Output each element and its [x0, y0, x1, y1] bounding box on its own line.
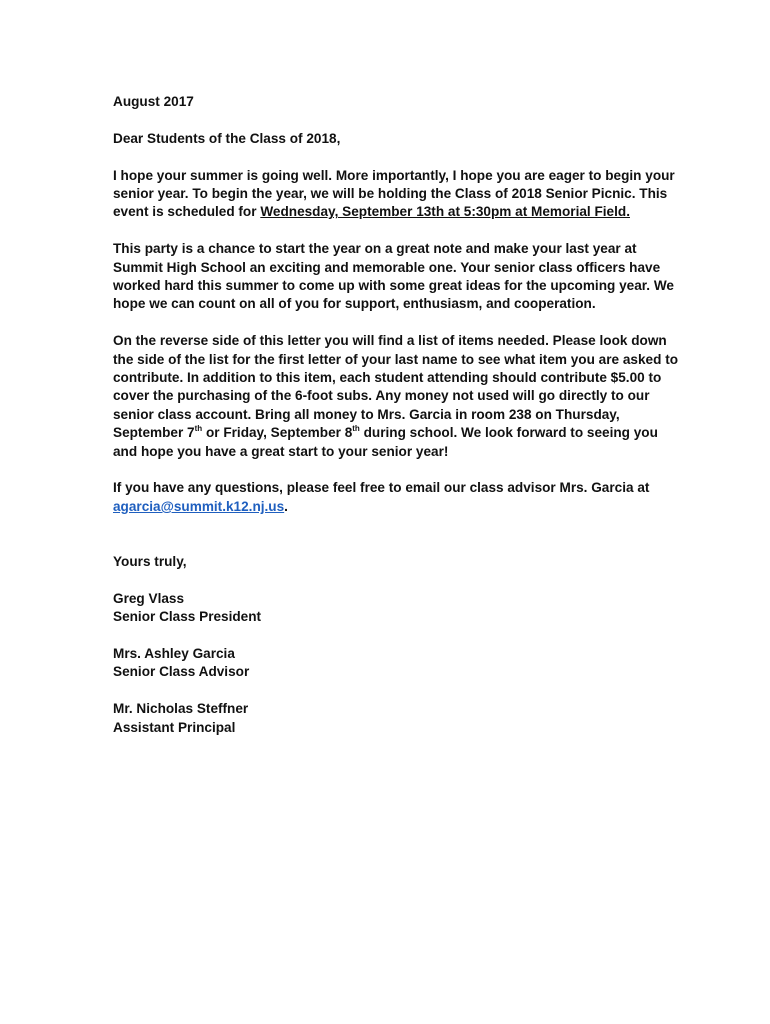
- signatory-block: [113, 700, 683, 737]
- paragraph-text: .: [284, 498, 288, 514]
- signatory-name: Mr. Nicholas Steffner: [113, 701, 249, 717]
- letter-date: August 2017: [113, 94, 194, 109]
- paragraph-party-purpose: This party is a chance to start the year on a great note and make your last year at Summit High School an exciting and memorable one. Your senior class officers have worked hard this summer to come up with some great ideas for the upcoming year. We hope we can count on all of you for support, enthusiasm, and cooperation.: [113, 241, 674, 312]
- signatory-title: Senior Class President: [113, 609, 262, 625]
- event-date-location: Wednesday, September 13th at 5:30pm at Memorial Field.: [260, 204, 630, 220]
- salutation: Dear Students of the Class of 2018,: [113, 130, 341, 146]
- signatory-title: Assistant Principal: [113, 719, 236, 735]
- closing: Yours truly,: [113, 554, 187, 570]
- letter-body: [113, 93, 683, 755]
- paragraph-items-and-money: [113, 332, 683, 461]
- paragraph-text: or Friday, September 8: [202, 425, 353, 441]
- paragraph-text: On the reverse side of this letter you will find a list of items needed. Please look down the side of the list for the first letter of your last name to see what item you are asked to contribute. In addition to this item, each student attending should contribute $5.00 to cover the purchasing of the 6-foot subs. Any money not used will go directly to our senior class account. Bring all money to Mrs. Garcia in room 238 on Thursday, September 7: [113, 333, 679, 441]
- paragraph-text: during school. We look forward to seeing you and hope you have a great start to your senior year!: [113, 425, 658, 459]
- ordinal-suffix: th: [194, 424, 203, 434]
- signatory-block: [113, 590, 683, 627]
- advisor-email-link[interactable]: agarcia@summit.k12.nj.us: [113, 498, 285, 514]
- signatory-name: Greg Vlass: [113, 590, 185, 606]
- paragraph-picnic-announcement: [113, 167, 683, 222]
- paragraph-questions: [113, 479, 683, 516]
- paragraph-text: I hope your summer is going well. More importantly, I hope you are eager to begin your senior year. To begin the year, we will be holding the Class of 2018 Senior Picnic. This event is scheduled for: [113, 167, 675, 220]
- paragraph-text: If you have any questions, please feel free to email our class advisor Mrs. Garcia at: [113, 480, 650, 496]
- ordinal-suffix: th: [352, 424, 360, 434]
- signatory-block: [113, 645, 683, 682]
- signatory-name: Mrs. Ashley Garcia: [113, 646, 235, 662]
- signatory-title: Senior Class Advisor: [113, 664, 250, 680]
